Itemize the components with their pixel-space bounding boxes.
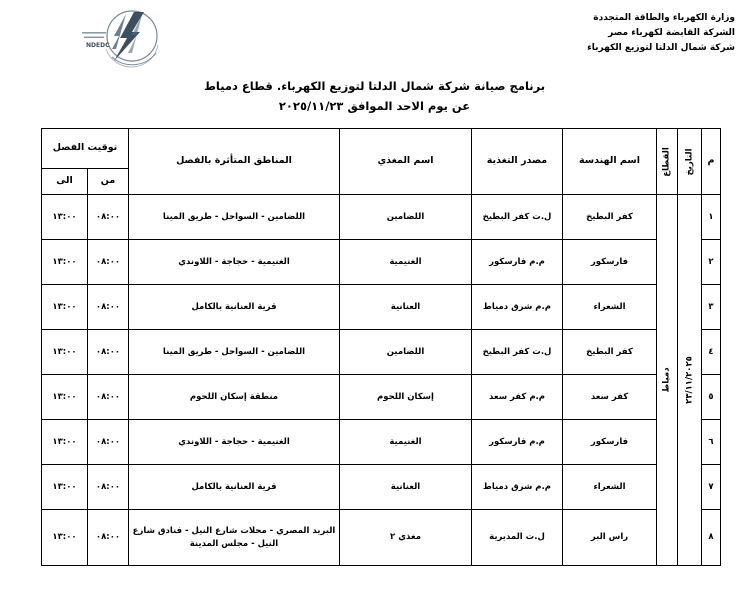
cell-no: ١: [702, 195, 721, 240]
cell-source: ل.ت كفر البطيخ: [472, 195, 563, 240]
cell-source: ل.ت المديرية: [472, 510, 563, 566]
cell-no: ٨: [702, 510, 721, 566]
cell-feeder: العنانية: [340, 285, 472, 330]
col-header-engineering: اسم الهندسة: [563, 129, 657, 195]
cell-from: ٠٨:٠٠: [88, 195, 129, 240]
cell-source: م.م فارسكور: [472, 240, 563, 285]
title-line-2: عن يوم الاحد الموافق ٢٠٢٥/١١/٢٣: [278, 99, 471, 114]
col-header-date: التاريخ: [678, 129, 702, 195]
cell-areas: منطقة إسكان اللحوم: [129, 375, 340, 420]
cell-engineering: الشعراء: [563, 285, 657, 330]
company-logo: [76, 5, 180, 69]
cell-no: ٥: [702, 375, 721, 420]
cell-from: ٠٨:٠٠: [88, 420, 129, 465]
cell-feeder: اللضامين: [340, 330, 472, 375]
cell-to: ١٣:٠٠: [42, 330, 88, 375]
cell-engineering: الشعراء: [563, 465, 657, 510]
cell-engineering: فارسكور: [563, 420, 657, 465]
logo-caption: NDEDC: [86, 42, 110, 49]
table-row: [42, 195, 721, 240]
cell-engineering: فارسكور: [563, 240, 657, 285]
cell-feeder: إسكان اللحوم: [340, 375, 472, 420]
cell-to: ١٣:٠٠: [42, 240, 88, 285]
cell-areas: قرية العنانية بالكامل: [129, 465, 340, 510]
col-header-to: الى: [42, 169, 88, 195]
cell-feeder: الغنيمية: [340, 240, 472, 285]
cell-feeder: العنانية: [340, 465, 472, 510]
table-row: [42, 510, 721, 566]
cell-to: ١٣:٠٠: [42, 375, 88, 420]
cell-from: ٠٨:٠٠: [88, 240, 129, 285]
cell-no: ٤: [702, 330, 721, 375]
letterhead-text: [587, 11, 735, 56]
cell-from: ٠٨:٠٠: [88, 285, 129, 330]
cell-to: ١٣:٠٠: [42, 465, 88, 510]
col-header-from: من: [88, 169, 129, 195]
cell-feeder: الغنيمية: [340, 420, 472, 465]
cell-no: ٢: [702, 240, 721, 285]
table-row: [42, 240, 721, 285]
col-header-no: م: [702, 129, 721, 195]
cell-source: م.م شرق دمياط: [472, 285, 563, 330]
cell-areas: البريد المصري - محلات شارع النيل - فنادق شارع النيل - مجلس المدينة: [129, 510, 340, 566]
col-header-feeder: اسم المغذي: [340, 129, 472, 195]
cell-no: ٣: [702, 285, 721, 330]
cell-engineering: كفر البطيخ: [563, 330, 657, 375]
cell-to: ١٣:٠٠: [42, 285, 88, 330]
col-header-source: مصدر التغذية: [472, 129, 563, 195]
cell-from: ٠٨:٠٠: [88, 330, 129, 375]
cell-areas: قرية العنانية بالكامل: [129, 285, 340, 330]
letterhead-holding: الشركة القابضة لكهرباء مصر: [608, 27, 735, 38]
cell-source: ل.ت كفر البطيخ: [472, 330, 563, 375]
col-header-areas: المناطق المتأثرة بالفصل: [129, 129, 340, 195]
cell-areas: الغنيمية - حجاجة - اللاوندي: [129, 240, 340, 285]
cell-no: ٦: [702, 420, 721, 465]
document-title: [0, 76, 749, 116]
table-row: [42, 375, 721, 420]
cell-areas: اللضامين - السواحل - طريق المينا: [129, 195, 340, 240]
table-row: [42, 420, 721, 465]
cell-feeder: مغذي ٢: [340, 510, 472, 566]
maintenance-schedule-table: [41, 128, 721, 566]
cell-from: ٠٨:٠٠: [88, 375, 129, 420]
cell-source: م.م كفر سعد: [472, 375, 563, 420]
col-header-timing: توقيت الفصل: [42, 129, 129, 169]
title-line-1: برنامج صيانة شركة شمال الدلتا لتوزيع الكهرباء. قطاع دمياط: [203, 79, 546, 93]
cell-to: ١٣:٠٠: [42, 420, 88, 465]
cell-to: ١٣:٠٠: [42, 195, 88, 240]
cell-engineering: كفر سعد: [563, 375, 657, 420]
cell-from: ٠٨:٠٠: [88, 510, 129, 566]
letterhead-ministry: وزارة الكهرباء والطاقة المتجددة: [593, 13, 735, 23]
cell-to: ١٣:٠٠: [42, 510, 88, 566]
cell-feeder: اللضامين: [340, 195, 472, 240]
table-row: [42, 330, 721, 375]
table-row: [42, 465, 721, 510]
table-row: [42, 285, 721, 330]
cell-engineering: راس البر: [563, 510, 657, 566]
cell-date-merged: ٢٣/١١/٢٠٢٥: [678, 195, 702, 566]
cell-no: ٧: [702, 465, 721, 510]
col-header-sector: القطاع: [657, 129, 678, 195]
cell-from: ٠٨:٠٠: [88, 465, 129, 510]
cell-sector-merged: دمياط: [657, 195, 678, 566]
letterhead-company: شركة شمال الدلتا لتوزيع الكهرباء: [587, 42, 735, 53]
cell-engineering: كفر البطيخ: [563, 195, 657, 240]
ndedc-logo-icon: [76, 5, 180, 69]
cell-areas: اللضامين - السواحل - طريق المينا: [129, 330, 340, 375]
cell-source: م.م شرق دمياط: [472, 465, 563, 510]
cell-source: م.م فارسكور: [472, 420, 563, 465]
cell-areas: الغنيمية - حجاجة - اللاوندي: [129, 420, 340, 465]
